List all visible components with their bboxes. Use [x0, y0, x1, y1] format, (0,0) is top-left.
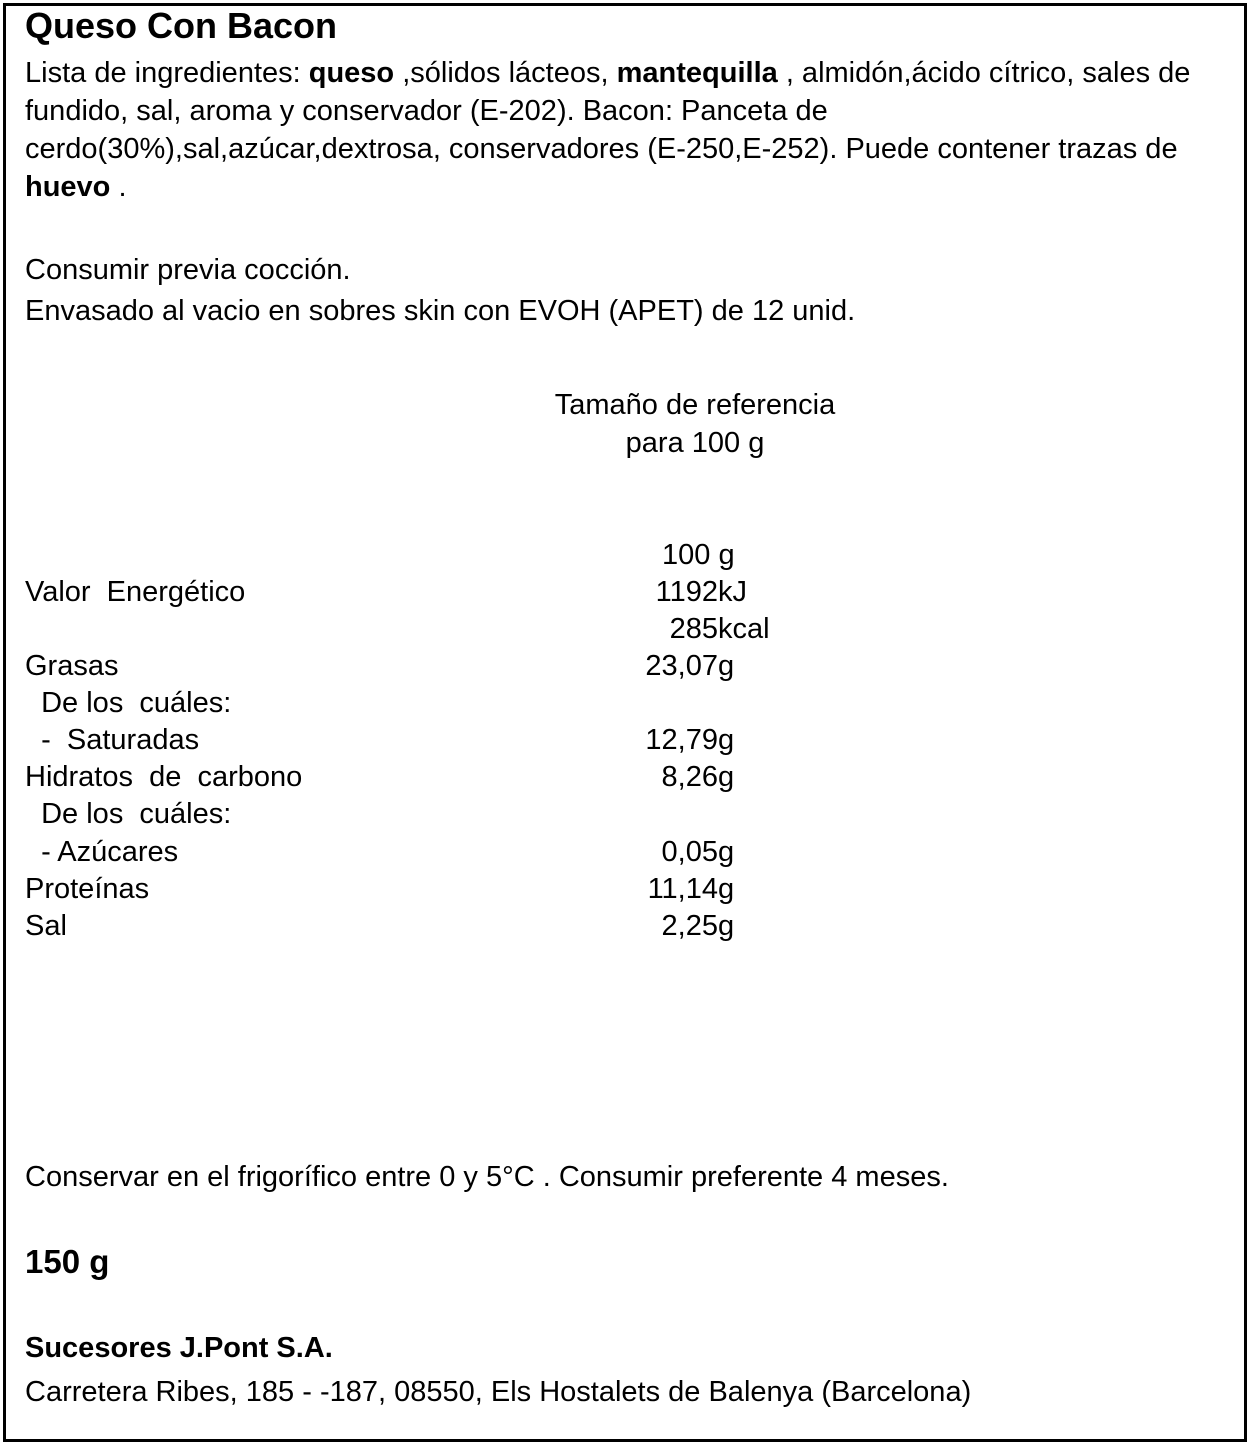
nutrition-row — [0, 576, 1250, 613]
nutrition-row — [0, 910, 1250, 947]
nutrient-unit: g — [718, 836, 735, 868]
nutrient-label: Grasas — [25, 650, 119, 682]
nutrient-label: De los cuáles: — [25, 798, 232, 830]
nutrient-label: Valor Energético — [25, 576, 246, 608]
nutrient-unit: g — [718, 761, 735, 793]
allergen-mantequilla: mantequilla — [616, 57, 778, 89]
reference-size-line-1: Tamaño de referencia — [554, 389, 836, 421]
ingredients-part-1: ,sólidos lácteos, — [394, 57, 617, 89]
ingredients-part-2: , almidón,ácido cítrico, sales de fundido, sal, aroma y conservador (E-202). Bacon: Panceta de cerdo(30%),sal,azúcar,dextrosa, conservadores (E-250,E-252). Puede contener trazas de — [25, 57, 1191, 165]
nutrient-value: 12,79 — [645, 724, 718, 756]
nutrient-unit: g — [718, 650, 735, 682]
cooking-instruction: Consumir previa cocción. — [25, 254, 351, 286]
ingredients-prefix: Lista de ingredientes: — [25, 57, 309, 89]
ingredients-list — [25, 54, 1225, 206]
allergen-queso: queso — [308, 57, 395, 89]
reference-size-line-2: para 100 g — [625, 427, 765, 459]
ingredients-part-3: . — [110, 171, 127, 203]
nutrient-value: 285 — [669, 613, 718, 645]
nutrient-value: 2,25 — [661, 910, 718, 942]
nutrient-label: Hidratos de carbono — [25, 761, 303, 793]
nutrient-unit: g — [718, 910, 735, 942]
nutrition-row — [0, 798, 1250, 835]
nutrient-value: 8,26 — [661, 761, 718, 793]
nutrition-row — [0, 613, 1250, 650]
nutrition-row — [0, 724, 1250, 761]
product-title: Queso Con Bacon — [25, 5, 338, 46]
nutrient-value: 1192 — [655, 576, 718, 608]
nutrient-value: 0,05 — [661, 836, 718, 868]
nutrient-label: De los cuáles: — [25, 687, 232, 719]
net-weight: 150 g — [25, 1243, 110, 1280]
packaging-info: Envasado al vacio en sobres skin con EVOH (APET) de 12 unid. — [25, 295, 856, 327]
nutrition-row — [0, 836, 1250, 873]
storage-instructions: Conservar en el frigorífico entre 0 y 5°C . Consumir preferente 4 meses. — [25, 1161, 949, 1193]
allergen-huevo: huevo — [25, 171, 111, 203]
nutrition-row — [0, 687, 1250, 724]
nutrition-row — [0, 873, 1250, 910]
nutrient-label: Sal — [25, 910, 67, 942]
nutrition-column-header: 100 g — [662, 539, 735, 571]
nutrient-unit: kcal — [718, 613, 770, 645]
nutrition-row — [0, 650, 1250, 687]
nutrient-unit: kJ — [718, 576, 747, 608]
nutrient-label: Proteínas — [25, 873, 150, 905]
manufacturer-address: Carretera Ribes, 185 - -187, 08550, Els Hostalets de Balenya (Barcelona) — [25, 1376, 972, 1408]
nutrition-row — [0, 761, 1250, 798]
nutrient-label: - Saturadas — [25, 724, 200, 756]
nutrient-unit: g — [718, 724, 735, 756]
nutrient-unit: g — [718, 873, 735, 905]
nutrient-value: 11,14 — [647, 873, 718, 905]
nutrient-value: 23,07 — [645, 650, 718, 682]
nutrient-label: - Azúcares — [25, 836, 179, 868]
manufacturer-name: Sucesores J.Pont S.A. — [25, 1332, 333, 1364]
